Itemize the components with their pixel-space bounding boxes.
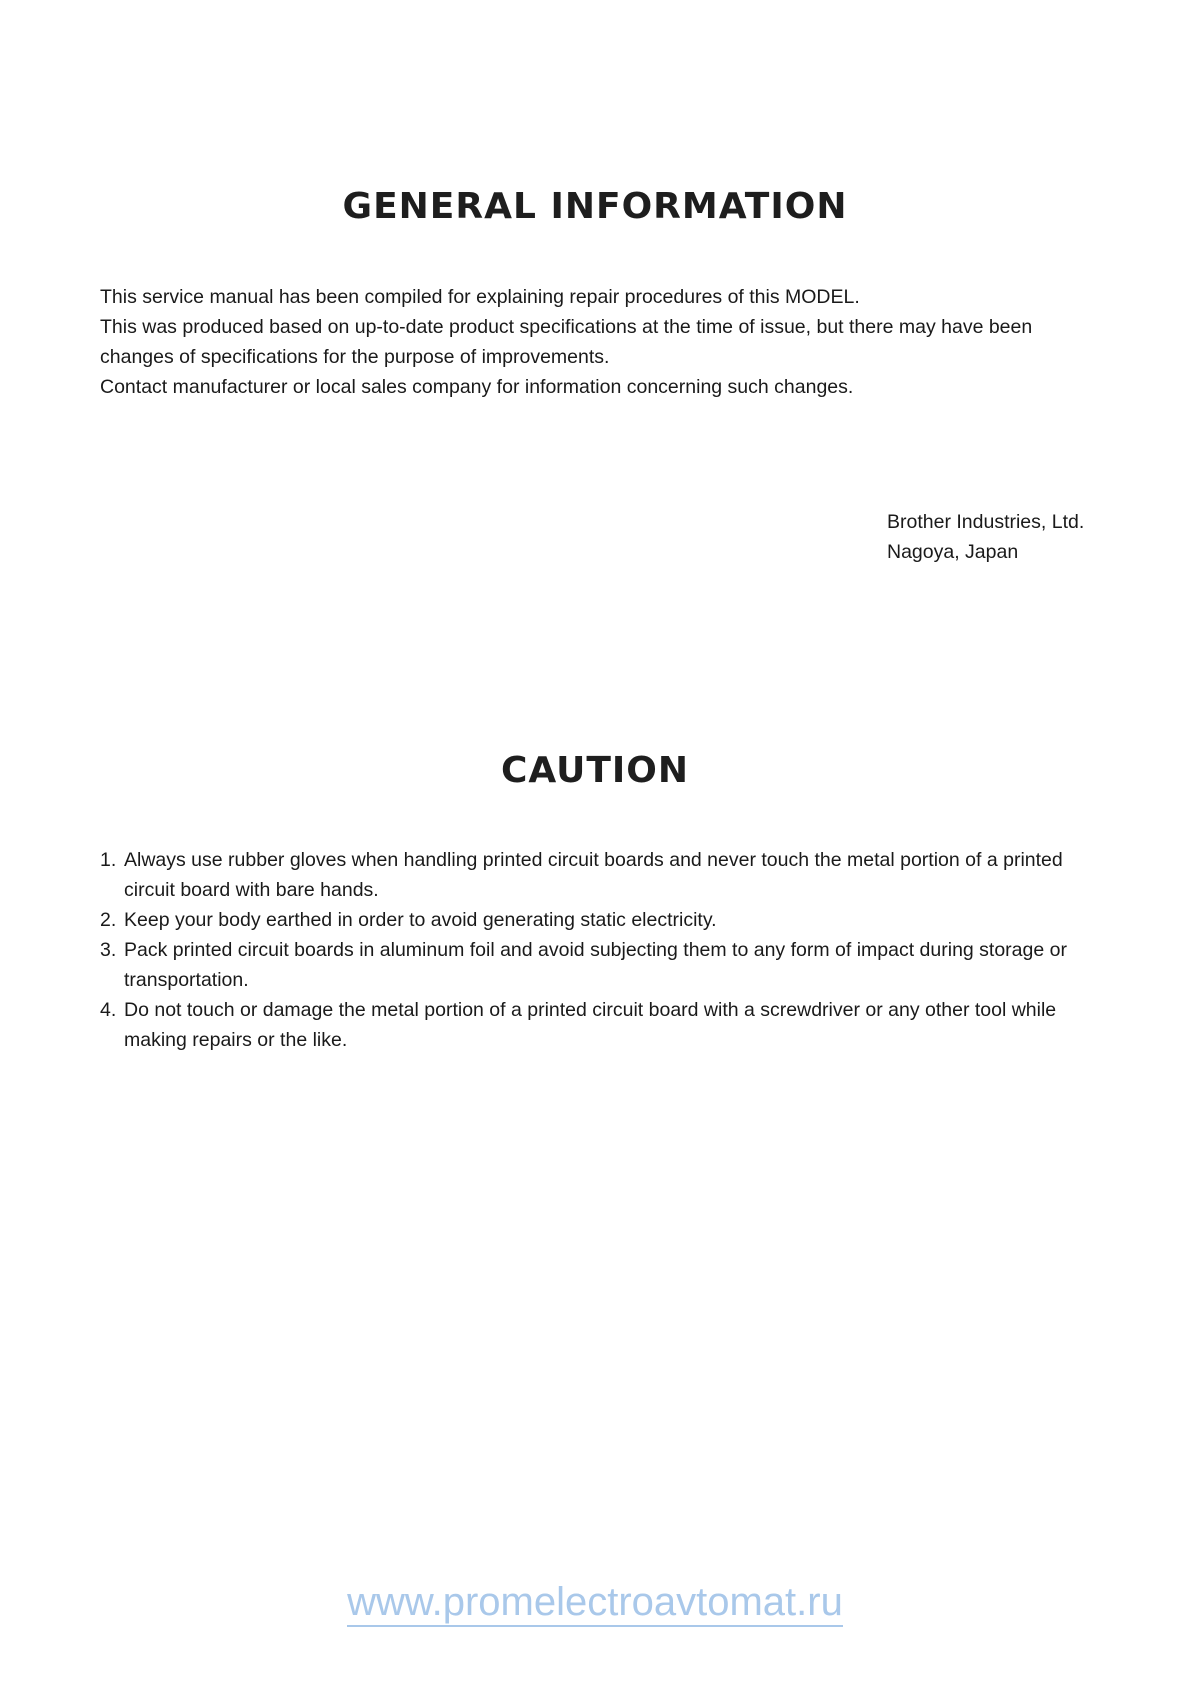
caution-item [100, 935, 1110, 995]
company-name: Brother Industries, Ltd. [887, 511, 1085, 533]
company-signature [887, 507, 1084, 567]
caution-item-text: Always use rubber gloves when handling printed circuit boards and never touch the metal portion of a printed circuit board with bare hands. [124, 849, 1063, 901]
caution-item-text: Pack printed circuit boards in aluminum foil and avoid subjecting them to any form of impact during storage or transportation. [124, 939, 1067, 991]
intro-paragraph: This was produced based on up-to-date product specifications at the time of issue, but there may have been changes of specifications for the purpose of improvements. [100, 316, 1033, 368]
caution-item-number: 3. [100, 939, 117, 961]
caution-item-number: 1. [100, 849, 117, 871]
general-information-body [100, 282, 1100, 402]
caution-item-text: Do not touch or damage the metal portion of a printed circuit board with a screwdriver or any other tool while making repairs or the like. [124, 999, 1057, 1051]
intro-paragraph: This service manual has been compiled for explaining repair procedures of this MODEL. [100, 286, 860, 308]
caution-item-number: 4. [100, 999, 117, 1021]
company-location: Nagoya, Japan [887, 541, 1019, 563]
caution-item-text: Keep your body earthed in order to avoid generating static electricity. [124, 909, 717, 931]
website-watermark [0, 1580, 1190, 1625]
caution-item [100, 995, 1110, 1055]
intro-paragraph: Contact manufacturer or local sales company for information concerning such changes. [100, 376, 854, 398]
caution-heading: CAUTION [500, 750, 690, 791]
general-information-heading: GENERAL INFORMATION [342, 186, 848, 227]
caution-item-number: 2. [100, 909, 117, 931]
caution-item [100, 845, 1110, 905]
caution-item [100, 905, 1110, 935]
caution-list [100, 845, 1110, 1055]
watermark-link[interactable]: www.promelectroavtomat.ru [347, 1580, 843, 1627]
